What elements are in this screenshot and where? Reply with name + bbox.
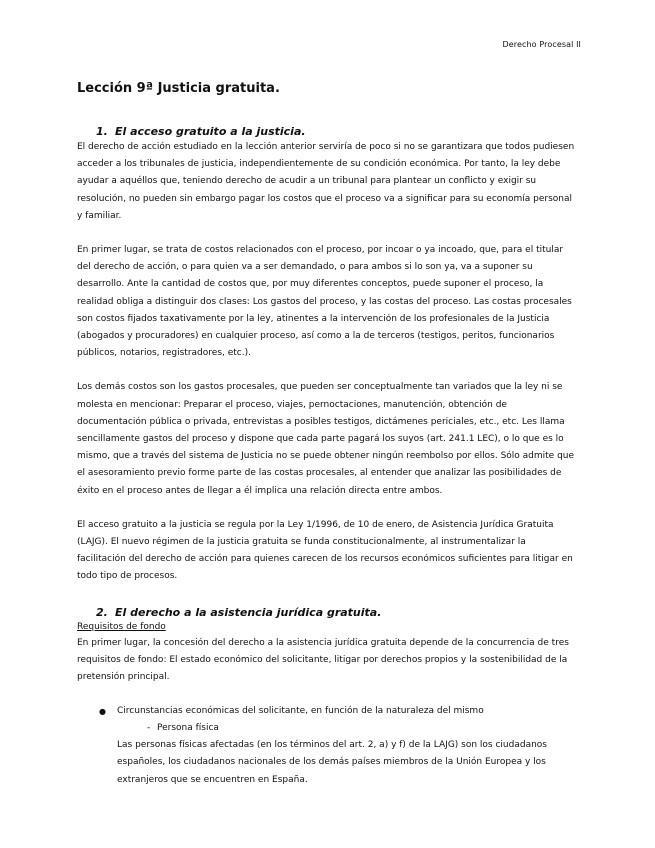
paragraph-5: En primer lugar, la concesión del derecho a la asistencia jurídica gratuita depende de la concurrencia de tres requisitos de fondo: El estado económico del solicitante, litigar por derechos propios y la sostenibilidad de la pretensión principal. xyxy=(77,637,569,683)
paragraph-3: Los demás costos son los gastos procesales, que pueden ser conceptualmente tan variados que la ley ni se molesta en mencionar: Preparar el proceso, viajes, pernoctaciones, manutención, obtención de documentación pública o privada, entrevistas a posibles testigos, dictámenes periciales, etc., etc. Les llama sencillamente gastos del proceso y dispone que cada parte pagará los suyos (art. 241.1 LEC), o lo que es lo mismo, que a través del sistema de Justicia no se puede obtener ningún reembolso por ellos. Sólo admite que el asesoramiento previo forme parte de las costas procesales, al entender que analizar las posibilidades de éxito en el proceso antes de llegar a él implica una relación directa entre ambos. xyxy=(77,382,575,496)
running-header: Derecho Procesal II xyxy=(502,40,581,49)
bullet-item xyxy=(77,703,577,720)
bullet-icon: ● xyxy=(99,707,106,717)
sub-bullet-text: Persona física xyxy=(157,723,219,734)
paragraph-4: El acceso gratuito a la justicia se regula por la Ley 1/1996, de 10 de enero, de Asistencia Jurídica Gratuita (LAJG). El nuevo régimen de la justicia gratuita se funda constitucionalmente, al instrumentalizar la facilitación del derecho de acción para quienes carecen de los recursos económicos suficientes para litigar en todo tipo de procesos. xyxy=(77,519,573,582)
section-2-number: 2. xyxy=(96,605,108,619)
paragraph-6: Las personas físicas afectadas (en los términos del art. 2, a) y f) de la LAJG) son los ciudadanos españoles, los ciudadanos nacionales de los demás países miembros de la Unión Europea y los extranjeros que se encuentren en España. xyxy=(117,740,547,785)
dash-icon: - xyxy=(147,723,151,734)
bullet-text: Circunstancias económicas del solicitante, en función de la naturaleza del mismo xyxy=(117,706,484,717)
paragraph-2: En primer lugar, se trata de costos relacionados con el proceso, por incoar o ya incoado, que, para el titular del derecho de acción, o para quien va a ser demandado, o para ambos si lo son ya, va a suponer su desarrollo. Ante la cantidad de costos que, por muy diferentes conceptos, puede suponer el proceso, la realidad obliga a distinguir dos clases: Los gastos del proceso, y las costas del proceso. Las costas procesales son costos fijados taxativamente por la ley, atinentes a la intervención de los profesionales de la Justicia (abogados y procuradores) en cualquier proceso, así como a la de terceros (testigos, peritos, funcionarios públicos, notarios, registradores, etc.). xyxy=(77,245,572,359)
section-1-heading xyxy=(77,124,577,139)
section-1-title: El acceso gratuito a la justicia. xyxy=(115,125,306,138)
lesson-title: Lección 9ª Justicia gratuita. xyxy=(77,81,280,96)
section-2-heading xyxy=(77,605,577,620)
section-2-title: El derecho a la asistencia jurídica gratuita. xyxy=(115,605,382,619)
subheading-requisitos: Requisitos de fondo xyxy=(77,621,166,632)
sub-bullet-item xyxy=(77,720,577,737)
paragraph-1: El derecho de acción estudiado en la lección anterior serviría de poco si no se garantizara que todos pudiesen acceder a los tribunales de justicia, independientemente de su condición económica. Por tanto, la ley debe ayudar a aquéllos que, teniendo derecho de acudir a un tribunal para plantear un conflicto y exigir su resolución, no pueden sin embargo pagar los costos que el proceso va a significar para su economía personal y familiar. xyxy=(77,142,575,221)
document-body xyxy=(77,80,577,789)
section-1-number: 1. xyxy=(96,125,108,138)
